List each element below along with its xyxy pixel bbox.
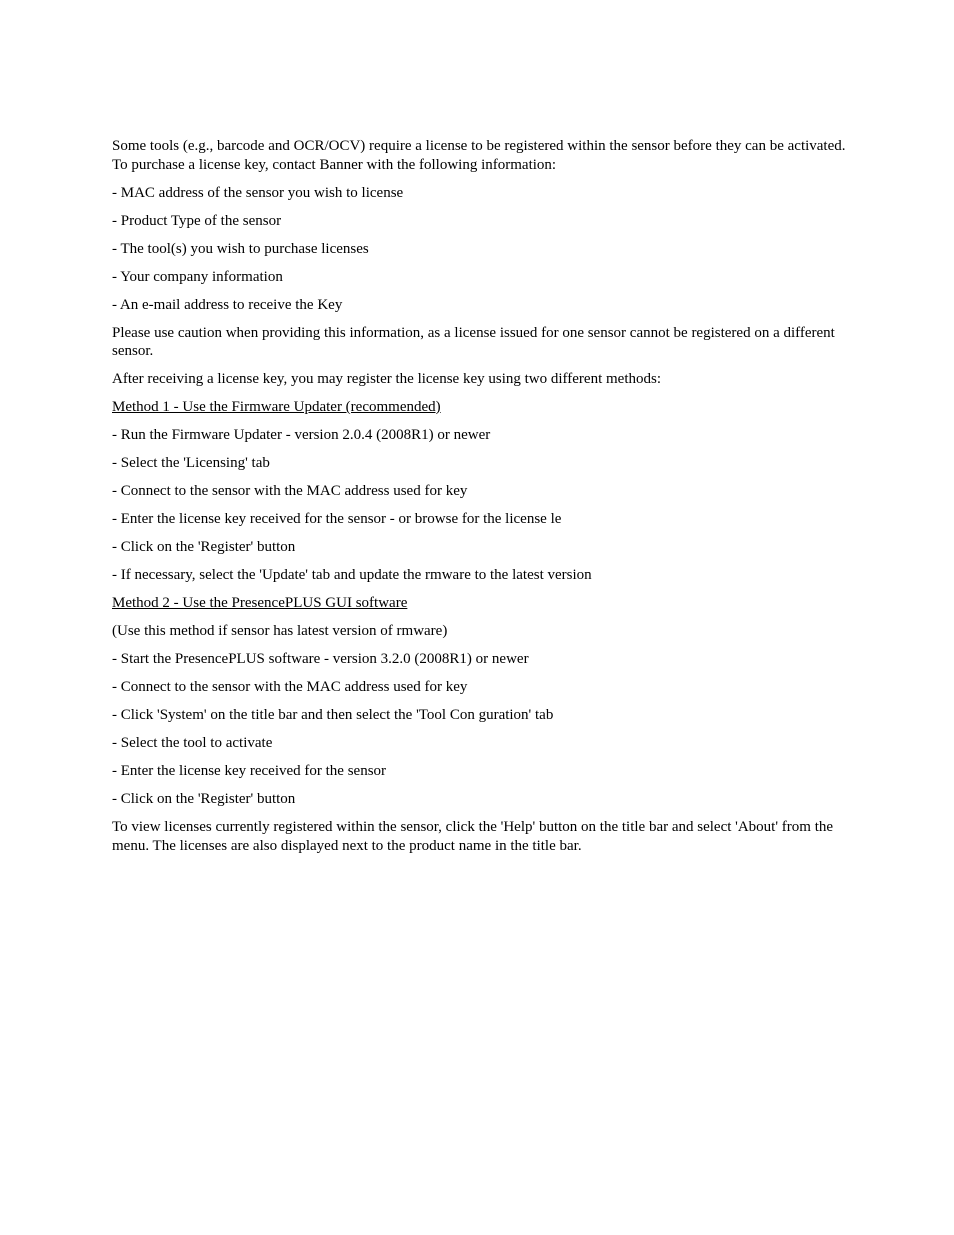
method1-heading: Method 1 - Use the Firmware Updater (recommended) xyxy=(112,399,441,415)
caution-paragraph: Please use caution when providing this information, as a license issued for one sensor cannot be registered on a different sensor. xyxy=(112,324,835,359)
method1-step: - Select the 'Licensing' tab xyxy=(112,455,270,471)
intro-paragraph: Some tools (e.g., barcode and OCR/OCV) require a license to be registered within the sensor before they can be activated. To purchase a license key, contact Banner with the following information: xyxy=(112,138,846,173)
info-item: - Product Type of the sensor xyxy=(112,212,282,229)
method2-heading: Method 2 - Use the PresencePLUS GUI software xyxy=(112,595,408,611)
method2-step: - Click on the 'Register' button xyxy=(112,791,296,807)
method2-step: - Connect to the sensor with the MAC address used for key xyxy=(112,679,468,695)
document-body xyxy=(112,137,847,865)
method2-step: - Select the tool to activate xyxy=(112,735,273,751)
method1-step: - Connect to the sensor with the MAC address used for key xyxy=(112,483,468,499)
method2-step: - Click 'System' on the title bar and then select the 'Tool Con guration' tab xyxy=(112,707,554,723)
method1-step: - If necessary, select the 'Update' tab and update the rmware to the latest version xyxy=(112,567,592,583)
method1-step: - Enter the license key received for the sensor - or browse for the license le xyxy=(112,511,562,527)
info-item: - Your company information xyxy=(112,268,283,285)
method1-step: - Run the Firmware Updater - version 2.0.4 (2008R1) or newer xyxy=(112,427,491,443)
method2-step: - Start the PresencePLUS software - version 3.2.0 (2008R1) or newer xyxy=(112,651,529,667)
info-item: - An e-mail address to receive the Key xyxy=(112,296,343,313)
closing-paragraph: To view licenses currently registered within the sensor, click the 'Help' button on the title bar and select 'About' from the menu. The licenses are also displayed next to the product name in the title bar. xyxy=(112,819,834,854)
method1-step: - Click on the 'Register' button xyxy=(112,539,296,555)
after-receiving-paragraph: After receiving a license key, you may register the license key using two different methods: xyxy=(112,371,661,387)
method2-note: (Use this method if sensor has latest version of rmware) xyxy=(112,623,448,639)
info-item: - MAC address of the sensor you wish to license xyxy=(112,184,404,201)
method2-step: - Enter the license key received for the sensor xyxy=(112,763,387,779)
info-item: - The tool(s) you wish to purchase licenses xyxy=(112,240,369,257)
